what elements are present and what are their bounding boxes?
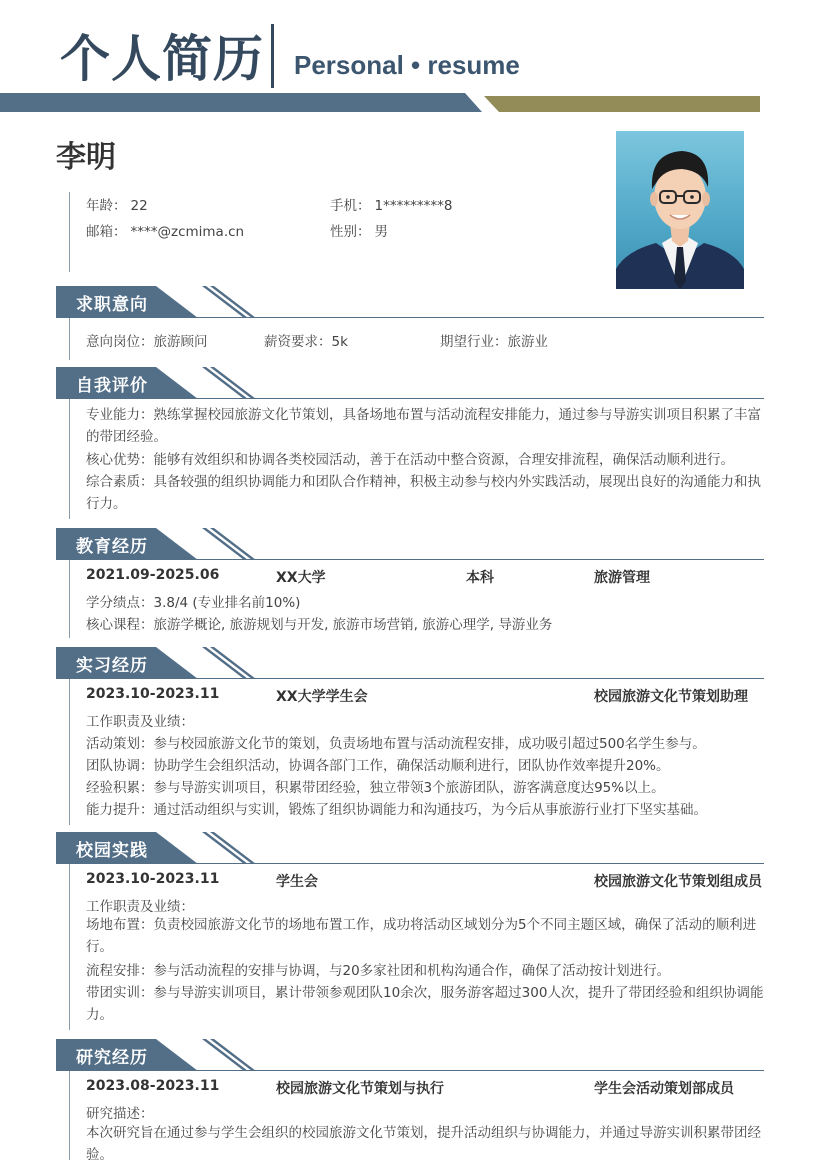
campus-period: 2023.10-2023.11 — [86, 871, 220, 887]
section-title-campus: 校园实践 — [76, 841, 148, 861]
campus-duty-label: 工作职责及业绩： — [86, 899, 194, 915]
section-title-internship: 实习经历 — [76, 656, 148, 676]
education-gpa: 学分绩点：3.8/4 (专业排名前10%) — [86, 595, 301, 611]
research-project: 校园旅游文化节策划与执行 — [276, 1081, 444, 1097]
section-title-intent: 求职意向 — [76, 295, 148, 315]
self-eval-left-line — [69, 399, 70, 519]
age-value: 22 — [130, 198, 148, 214]
gender-label: 性别： — [330, 224, 371, 240]
section-header-research — [56, 1039, 764, 1071]
self-eval-item: 专业能力：熟练掌握校园旅游文化节策划，具备场地布置与活动流程安排能力，通过参与导游实训项目积累了丰富的带团经验。 — [86, 407, 761, 445]
education-courses: 核心课程：旅游学概论, 旅游规划与开发, 旅游市场营销, 旅游心理学, 导游业务 — [86, 617, 553, 633]
gender-field — [330, 220, 388, 240]
intent-salary: 薪资要求：5k — [264, 334, 348, 350]
internship-item: 能力提升：通过活动组织与实训，锻炼了组织协调能力和沟通技巧，为今后从事旅游行业打下坚实基础。 — [86, 802, 707, 818]
self-eval-item: 核心优势：能够有效组织和协调各类校园活动，善于在活动中整合资源，合理安排流程，确保活动顺利进行。 — [86, 452, 734, 468]
education-left-line — [69, 560, 70, 638]
education-major: 旅游管理 — [594, 570, 650, 586]
internship-item: 活动策划：参与校园旅游文化节的策划，负责场地布置与活动流程安排，成功吸引超过500名学生参与。 — [86, 736, 706, 752]
section-title-education: 教育经历 — [76, 537, 148, 557]
profile-left-line — [69, 192, 70, 272]
research-desc: 本次研究旨在通过参与学生会组织的校园旅游文化节策划，提升活动组织与协调能力，并通过导游实训积累带团经验。 — [86, 1125, 761, 1163]
phone-field — [330, 194, 452, 214]
internship-period: 2023.10-2023.11 — [86, 686, 220, 702]
phone-value: 1*********8 — [374, 198, 453, 214]
header-band-gold — [484, 96, 760, 112]
campus-item: 流程安排：参与活动流程的安排与协调，与20多家社团和机构沟通合作，确保了活动按计划进行。 — [86, 963, 671, 979]
title-divider — [271, 24, 274, 88]
section-header-internship — [56, 647, 764, 679]
campus-left-line — [69, 864, 70, 1030]
self-eval-item: 综合素质：具备较强的组织协调能力和团队合作精神，积极主动参与校内外实践活动，展现出良好的沟通能力和执行力。 — [86, 474, 761, 512]
section-header-self-eval — [56, 367, 764, 399]
resume-title: 个人简历 — [60, 30, 264, 88]
campus-item: 带团实训：参与导游实训项目，累计带领参观团队10余次，服务游客超过300人次，提升了带团经验和组织协调能力。 — [86, 985, 764, 1023]
campus-org: 学生会 — [276, 874, 318, 890]
person-portrait-icon — [616, 131, 744, 289]
section-title-research: 研究经历 — [76, 1048, 148, 1068]
research-left-line — [69, 1071, 70, 1160]
phone-label: 手机： — [330, 198, 371, 214]
resume-subtitle: Personal • resume — [294, 50, 520, 80]
email-field — [86, 220, 244, 240]
research-role: 学生会活动策划部成员 — [594, 1081, 734, 1097]
campus-role: 校园旅游文化节策划组成员 — [594, 874, 762, 890]
section-header-education — [56, 528, 764, 560]
internship-item: 团队协调：协助学生会组织活动，协调各部门工作，确保活动顺利进行，团队协作效率提升20%。 — [86, 758, 670, 774]
education-period: 2021.09-2025.06 — [86, 567, 220, 583]
internship-left-line — [69, 679, 70, 825]
age-field — [86, 194, 148, 214]
campus-item: 场地布置：负责校园旅游文化节的场地布置工作，成功将活动区域划分为5个不同主题区域，确保了活动的顺利进行。 — [86, 917, 757, 955]
education-school: XX大学 — [276, 570, 326, 586]
portrait-illustration — [616, 131, 744, 289]
section-header-campus — [56, 832, 764, 864]
internship-item: 经验积累：参与导游实训项目，积累带团经验，独立带领3个旅游团队，游客满意度达95%以上。 — [86, 780, 665, 796]
research-desc-label: 研究描述： — [86, 1106, 154, 1122]
section-title-self-eval: 自我评价 — [76, 376, 148, 396]
research-period: 2023.08-2023.11 — [86, 1078, 220, 1094]
email-value: ****@zcmima.cn — [130, 224, 245, 240]
internship-role: 校园旅游文化节策划助理 — [594, 689, 748, 705]
header-band-blue — [0, 93, 482, 112]
intent-left-line — [69, 318, 70, 360]
section-header-intent — [56, 286, 764, 318]
age-label: 年龄： — [86, 198, 127, 214]
internship-org: XX大学学生会 — [276, 689, 368, 705]
gender-value: 男 — [374, 224, 388, 240]
candidate-name: 李明 — [56, 140, 116, 175]
email-label: 邮箱： — [86, 224, 127, 240]
education-degree: 本科 — [466, 570, 494, 586]
intent-industry: 期望行业：旅游业 — [440, 334, 548, 350]
internship-duty-label: 工作职责及业绩： — [86, 714, 194, 730]
intent-position: 意向岗位：旅游顾问 — [86, 334, 208, 350]
